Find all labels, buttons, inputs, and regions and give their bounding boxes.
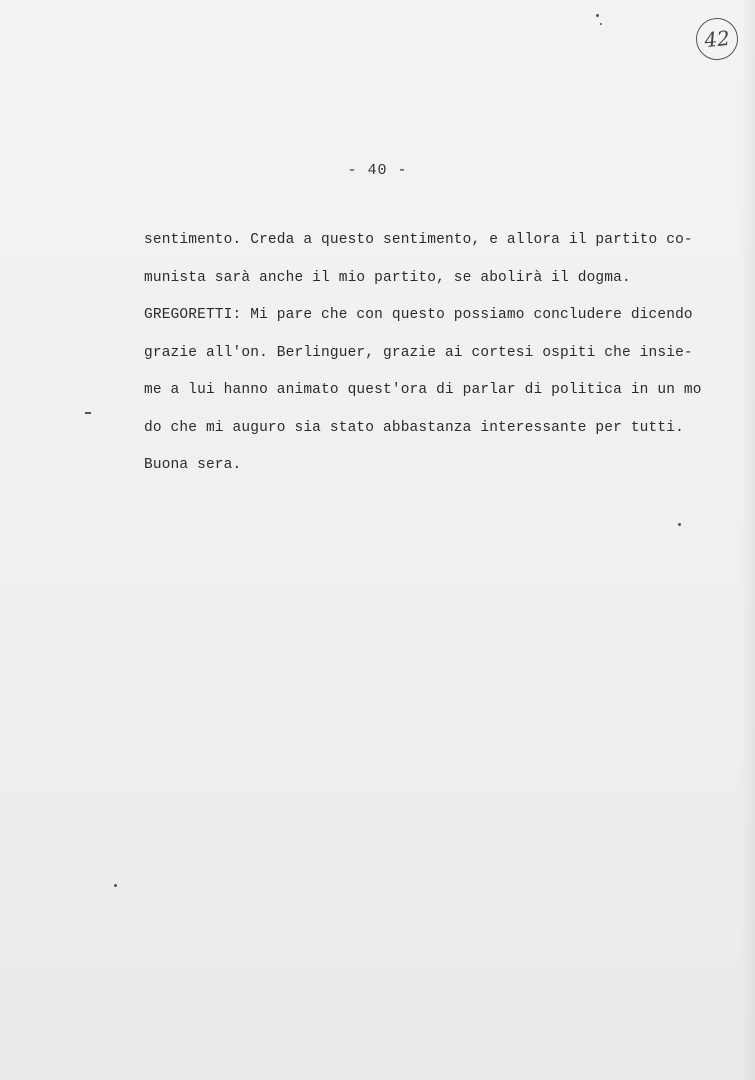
ink-dot bbox=[678, 523, 681, 526]
text-line: me a lui hanno animato quest'ora di parlar di politica in un mo bbox=[144, 382, 702, 398]
text-line: do che mi auguro sia stato abbastanza interessante per tutti. bbox=[144, 419, 684, 436]
text-line: grazie all'on. Berlinguer, grazie ai cortesi ospiti che insie- bbox=[144, 344, 693, 361]
typed-text-block bbox=[144, 232, 724, 495]
text-line: sentimento. Creda a questo sentimento, e allora il partito co- bbox=[144, 232, 693, 248]
ink-speck bbox=[596, 14, 599, 17]
archive-stamp-number: 42 bbox=[694, 16, 740, 62]
page-number: - 40 - bbox=[347, 162, 408, 179]
text-line: GREGORETTI: Mi pare che con questo possiamo concludere dicendo bbox=[144, 307, 693, 323]
text-line: munista sarà anche il mio partito, se abolirà il dogma. bbox=[144, 269, 631, 286]
margin-dash-mark bbox=[85, 412, 91, 414]
ink-speck bbox=[600, 23, 602, 25]
page-edge-shadow bbox=[741, 0, 755, 1080]
text-line: Buona sera. bbox=[144, 457, 242, 473]
ink-dot bbox=[114, 884, 117, 887]
